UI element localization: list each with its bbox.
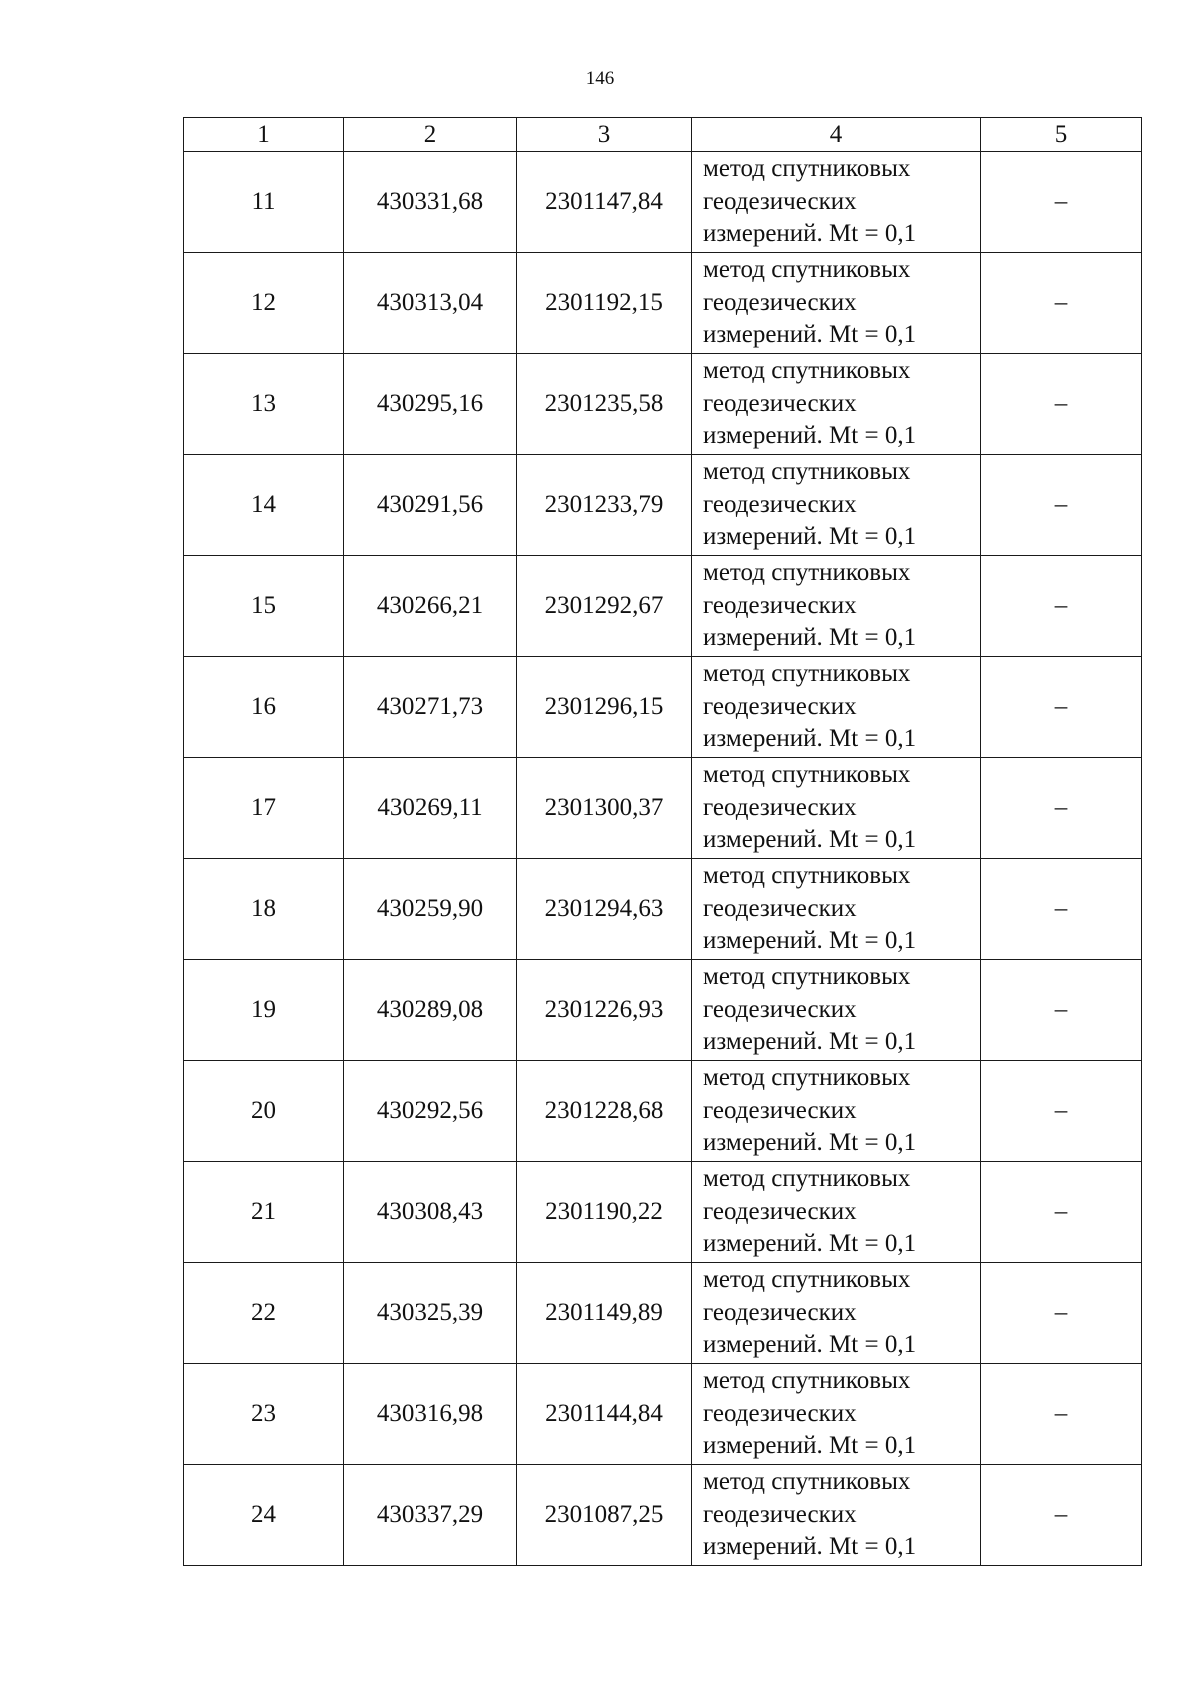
method-line: метод спутниковых: [703, 155, 911, 183]
note-cell: –: [981, 1162, 1142, 1263]
method-line: измерений. Mt = 0,1: [703, 624, 917, 652]
method-line: геодезических: [703, 187, 857, 215]
method-line: измерений. Mt = 0,1: [703, 1028, 917, 1056]
method-line: геодезических: [703, 1197, 857, 1225]
y-coordinate-cell: 2301147,84: [517, 152, 692, 253]
method-line: геодезических: [703, 1399, 857, 1427]
table-row: [184, 657, 1142, 758]
method-cell: [692, 657, 981, 758]
method-line: измерений. Mt = 0,1: [703, 927, 917, 955]
method-line: метод спутниковых: [703, 862, 911, 890]
method-cell: [692, 1162, 981, 1263]
method-line: геодезических: [703, 288, 857, 316]
column-header-3: 3: [517, 118, 692, 152]
table-row: [184, 455, 1142, 556]
point-number-cell: 16: [184, 657, 344, 758]
table-row: [184, 1465, 1142, 1566]
x-coordinate-cell: 430316,98: [344, 1364, 517, 1465]
point-number-cell: 11: [184, 152, 344, 253]
method-line: измерений. Mt = 0,1: [703, 1331, 917, 1359]
note-cell: –: [981, 152, 1142, 253]
y-coordinate-cell: 2301228,68: [517, 1061, 692, 1162]
x-coordinate-cell: 430337,29: [344, 1465, 517, 1566]
note-cell: –: [981, 657, 1142, 758]
y-coordinate-cell: 2301296,15: [517, 657, 692, 758]
method-line: геодезических: [703, 1096, 857, 1124]
point-number-cell: 17: [184, 758, 344, 859]
point-number-cell: 20: [184, 1061, 344, 1162]
x-coordinate-cell: 430325,39: [344, 1263, 517, 1364]
method-line: геодезических: [703, 389, 857, 417]
x-coordinate-cell: 430271,73: [344, 657, 517, 758]
method-cell: [692, 253, 981, 354]
method-line: метод спутниковых: [703, 963, 911, 991]
x-coordinate-cell: 430331,68: [344, 152, 517, 253]
y-coordinate-cell: 2301300,37: [517, 758, 692, 859]
y-coordinate-cell: 2301235,58: [517, 354, 692, 455]
method-line: геодезических: [703, 995, 857, 1023]
note-cell: –: [981, 1263, 1142, 1364]
method-line: метод спутниковых: [703, 1064, 911, 1092]
point-number-cell: 18: [184, 859, 344, 960]
method-cell: [692, 354, 981, 455]
point-number-cell: 23: [184, 1364, 344, 1465]
point-number-cell: 14: [184, 455, 344, 556]
method-cell: [692, 556, 981, 657]
method-line: метод спутниковых: [703, 458, 911, 486]
table-row: [184, 354, 1142, 455]
method-line: измерений. Mt = 0,1: [703, 523, 917, 551]
x-coordinate-cell: 430295,16: [344, 354, 517, 455]
x-coordinate-cell: 430292,56: [344, 1061, 517, 1162]
method-line: метод спутниковых: [703, 256, 911, 284]
point-number-cell: 24: [184, 1465, 344, 1566]
method-line: метод спутниковых: [703, 1468, 911, 1496]
note-cell: –: [981, 859, 1142, 960]
table-header: [184, 118, 1142, 152]
column-header-1: 1: [184, 118, 344, 152]
x-coordinate-cell: 430308,43: [344, 1162, 517, 1263]
table-row: [184, 152, 1142, 253]
method-cell: [692, 455, 981, 556]
point-number-cell: 19: [184, 960, 344, 1061]
method-line: геодезических: [703, 793, 857, 821]
method-cell: [692, 1061, 981, 1162]
note-cell: –: [981, 354, 1142, 455]
y-coordinate-cell: 2301292,67: [517, 556, 692, 657]
note-cell: –: [981, 455, 1142, 556]
method-cell: [692, 859, 981, 960]
method-cell: [692, 960, 981, 1061]
table-row: [184, 1364, 1142, 1465]
method-cell: [692, 1263, 981, 1364]
method-line: измерений. Mt = 0,1: [703, 1230, 917, 1258]
method-line: метод спутниковых: [703, 660, 911, 688]
column-header-4: 4: [692, 118, 981, 152]
table-body: [184, 152, 1142, 1566]
note-cell: –: [981, 1465, 1142, 1566]
method-line: геодезических: [703, 490, 857, 518]
note-cell: –: [981, 960, 1142, 1061]
method-line: измерений. Mt = 0,1: [703, 422, 917, 450]
method-cell: [692, 758, 981, 859]
method-line: геодезических: [703, 1298, 857, 1326]
method-line: измерений. Mt = 0,1: [703, 321, 917, 349]
note-cell: –: [981, 253, 1142, 354]
method-line: измерений. Mt = 0,1: [703, 826, 917, 854]
table-row: [184, 859, 1142, 960]
method-line: метод спутниковых: [703, 357, 911, 385]
header-row: [184, 118, 1142, 152]
point-number-cell: 15: [184, 556, 344, 657]
method-line: измерений. Mt = 0,1: [703, 220, 917, 248]
method-line: метод спутниковых: [703, 1165, 911, 1193]
y-coordinate-cell: 2301087,25: [517, 1465, 692, 1566]
x-coordinate-cell: 430289,08: [344, 960, 517, 1061]
x-coordinate-cell: 430259,90: [344, 859, 517, 960]
x-coordinate-cell: 430269,11: [344, 758, 517, 859]
column-header-2: 2: [344, 118, 517, 152]
x-coordinate-cell: 430266,21: [344, 556, 517, 657]
x-coordinate-cell: 430313,04: [344, 253, 517, 354]
method-line: геодезических: [703, 894, 857, 922]
x-coordinate-cell: 430291,56: [344, 455, 517, 556]
method-line: геодезических: [703, 692, 857, 720]
y-coordinate-cell: 2301233,79: [517, 455, 692, 556]
y-coordinate-cell: 2301294,63: [517, 859, 692, 960]
method-line: геодезических: [703, 1500, 857, 1528]
method-line: измерений. Mt = 0,1: [703, 725, 917, 753]
coordinates-table: [183, 117, 1142, 1566]
note-cell: –: [981, 556, 1142, 657]
method-line: измерений. Mt = 0,1: [703, 1129, 917, 1157]
point-number-cell: 13: [184, 354, 344, 455]
table-row: [184, 758, 1142, 859]
method-line: метод спутниковых: [703, 1266, 911, 1294]
table-row: [184, 1061, 1142, 1162]
table-row: [184, 1162, 1142, 1263]
point-number-cell: 21: [184, 1162, 344, 1263]
method-line: метод спутниковых: [703, 1367, 911, 1395]
table-row: [184, 960, 1142, 1061]
method-cell: [692, 152, 981, 253]
method-line: измерений. Mt = 0,1: [703, 1432, 917, 1460]
table-row: [184, 1263, 1142, 1364]
y-coordinate-cell: 2301226,93: [517, 960, 692, 1061]
method-line: метод спутниковых: [703, 761, 911, 789]
point-number-cell: 22: [184, 1263, 344, 1364]
method-cell: [692, 1364, 981, 1465]
table-row: [184, 253, 1142, 354]
note-cell: –: [981, 1364, 1142, 1465]
method-line: метод спутниковых: [703, 559, 911, 587]
note-cell: –: [981, 1061, 1142, 1162]
y-coordinate-cell: 2301149,89: [517, 1263, 692, 1364]
y-coordinate-cell: 2301192,15: [517, 253, 692, 354]
note-cell: –: [981, 758, 1142, 859]
page-number: 146: [585, 68, 615, 89]
method-line: геодезических: [703, 591, 857, 619]
column-header-5: 5: [981, 118, 1142, 152]
y-coordinate-cell: 2301190,22: [517, 1162, 692, 1263]
y-coordinate-cell: 2301144,84: [517, 1364, 692, 1465]
page-number-container: [0, 68, 1200, 90]
table-row: [184, 556, 1142, 657]
method-line: измерений. Mt = 0,1: [703, 1533, 917, 1561]
method-cell: [692, 1465, 981, 1566]
point-number-cell: 12: [184, 253, 344, 354]
